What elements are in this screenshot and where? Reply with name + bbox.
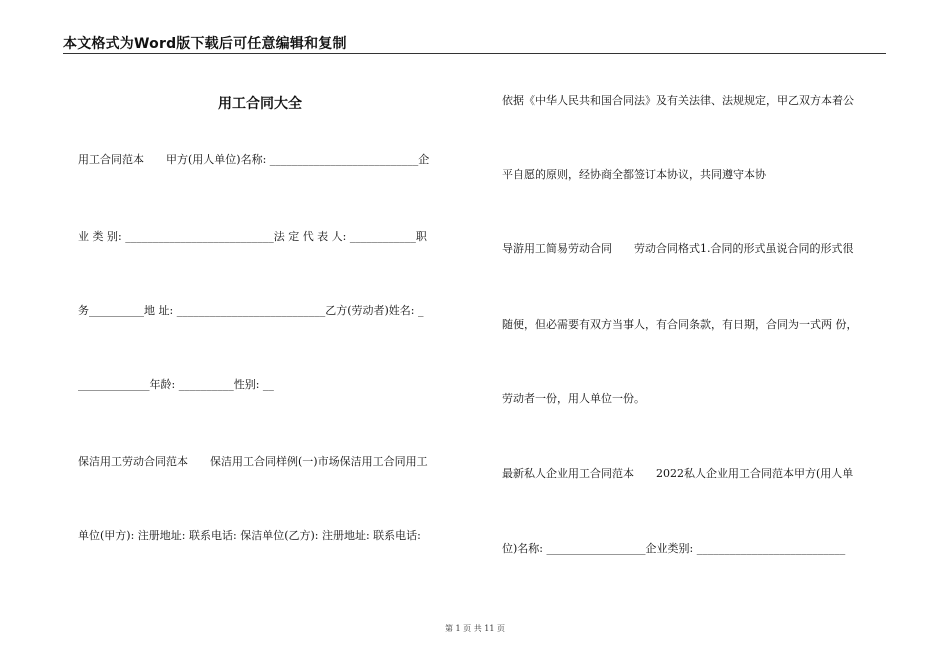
right-line-3: 导游用工简易劳动合同 劳动合同格式1.合同的形式虽说合同的形式很	[502, 242, 854, 255]
header-divider	[63, 53, 886, 54]
left-line-2: 业 类 别: ___________________________法 定 代 表 人: ____________职	[78, 230, 427, 243]
right-line-1: 依据《中华人民共和国合同法》及有关法律、法规规定，甲乙双方本着公	[502, 94, 854, 107]
right-line-7: 位)名称: __________________企业类别: ___________________________	[502, 542, 846, 555]
left-line-1: 用工合同范本 甲方(用人单位)名称: ___________________________企	[78, 153, 430, 166]
right-line-5: 劳动者一份，用人单位一份。	[502, 392, 645, 405]
right-line-6: 最新私人企业用工合同范本 2022私人企业用工合同范本甲方(用人单	[502, 467, 854, 480]
document-title: 用工合同大全	[218, 96, 302, 112]
left-line-5: 保洁用工劳动合同范本 保洁用工合同样例(一)市场保洁用工合同用工	[78, 455, 428, 468]
left-line-6: 单位(甲方): 注册地址: 联系电话: 保洁单位(乙方): 注册地址: 联系电话:	[78, 529, 421, 542]
page-number-footer: 第 1 页 共 11 页	[445, 624, 505, 633]
document-header-title: 本文格式为Word版下载后可任意编辑和复制	[63, 36, 347, 52]
right-line-4: 随便，但必需要有双方当事人，有合同条款，有日期，合同为一式两 份，	[502, 318, 858, 331]
left-line-4: _____________年龄: __________性别: __	[78, 378, 274, 391]
right-line-2: 平自愿的原则，经协商全都签订本协议，共同遵守本协	[502, 168, 766, 181]
left-line-3: 务__________地 址: ___________________________乙方(劳动者)姓名: _	[78, 304, 424, 317]
